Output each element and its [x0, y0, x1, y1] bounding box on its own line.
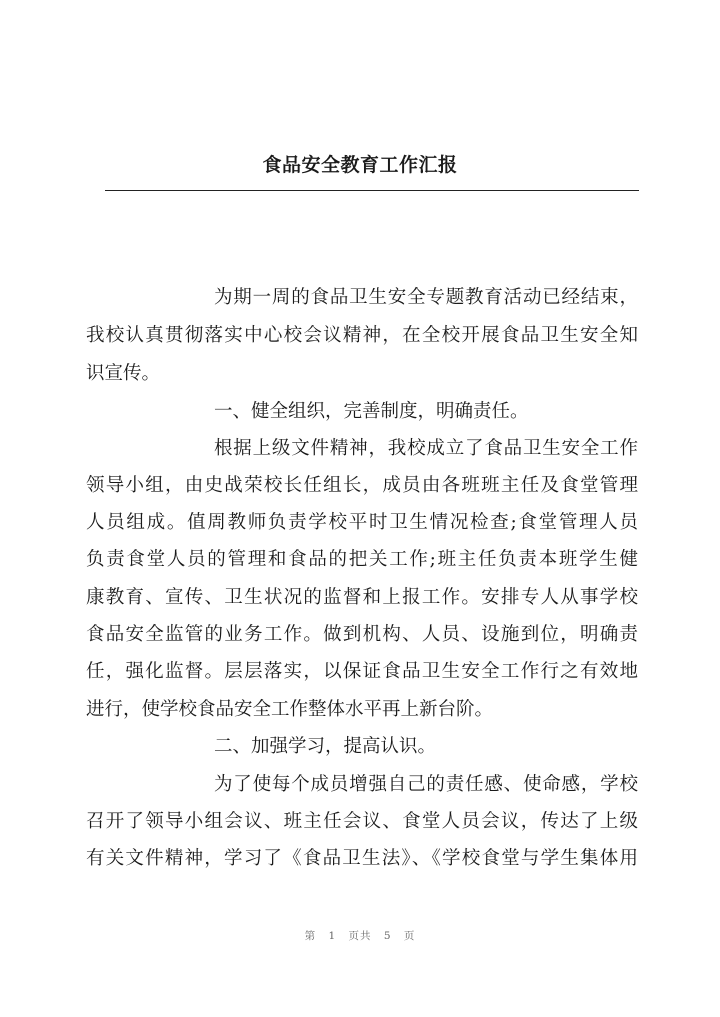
body-line: 任，强化监督。层层落实，以保证食品卫生安全工作行之有效地: [86, 661, 638, 682]
body-line: 我校认真贯彻落实中心校会议精神，在全校开展食品卫生安全知: [86, 325, 638, 346]
body-line: 为了使每个成员增强自己的责任感、使命感，学校: [214, 774, 638, 795]
document-title: 食品安全教育工作汇报: [262, 154, 458, 176]
body-line: 有关文件精神，学习了《食品卫生法》、《学校食堂与学生集体用: [86, 848, 638, 869]
body-line: 人员组成。值周教师负责学校平时卫生情况检查;食堂管理人员: [86, 512, 638, 533]
body-line: 食品安全监管的业务工作。做到机构、人员、设施到位，明确责: [86, 624, 638, 645]
body-line: 领导小组，由史战荣校长任组长，成员由各班班主任及食堂管理: [86, 475, 638, 496]
section-heading: 一、健全组织，完善制度，明确责任。: [214, 401, 529, 422]
page-number-footer: 第 1 页共 5 页: [304, 930, 416, 942]
body-line: 进行，使学校食品安全工作整体水平再上新台阶。: [86, 699, 494, 720]
body-line: 负责食堂人员的管理和食品的把关工作;班主任负责本班学生健: [86, 549, 638, 570]
body-line: 为期一周的食品卫生安全专题教育活动已经结束，: [214, 287, 638, 308]
section-heading: 二、加强学习，提高认识。: [214, 736, 437, 757]
body-line: 识宣传。: [86, 363, 161, 384]
body-line: 召开了领导小组会议、班主任会议、食堂人员会议，传达了上级: [86, 811, 638, 832]
title-divider: [105, 190, 639, 191]
body-line: 康教育、宣传、卫生状况的监督和上报工作。安排专人从事学校: [86, 587, 638, 608]
body-line: 根据上级文件精神，我校成立了食品卫生安全工作: [214, 438, 638, 459]
